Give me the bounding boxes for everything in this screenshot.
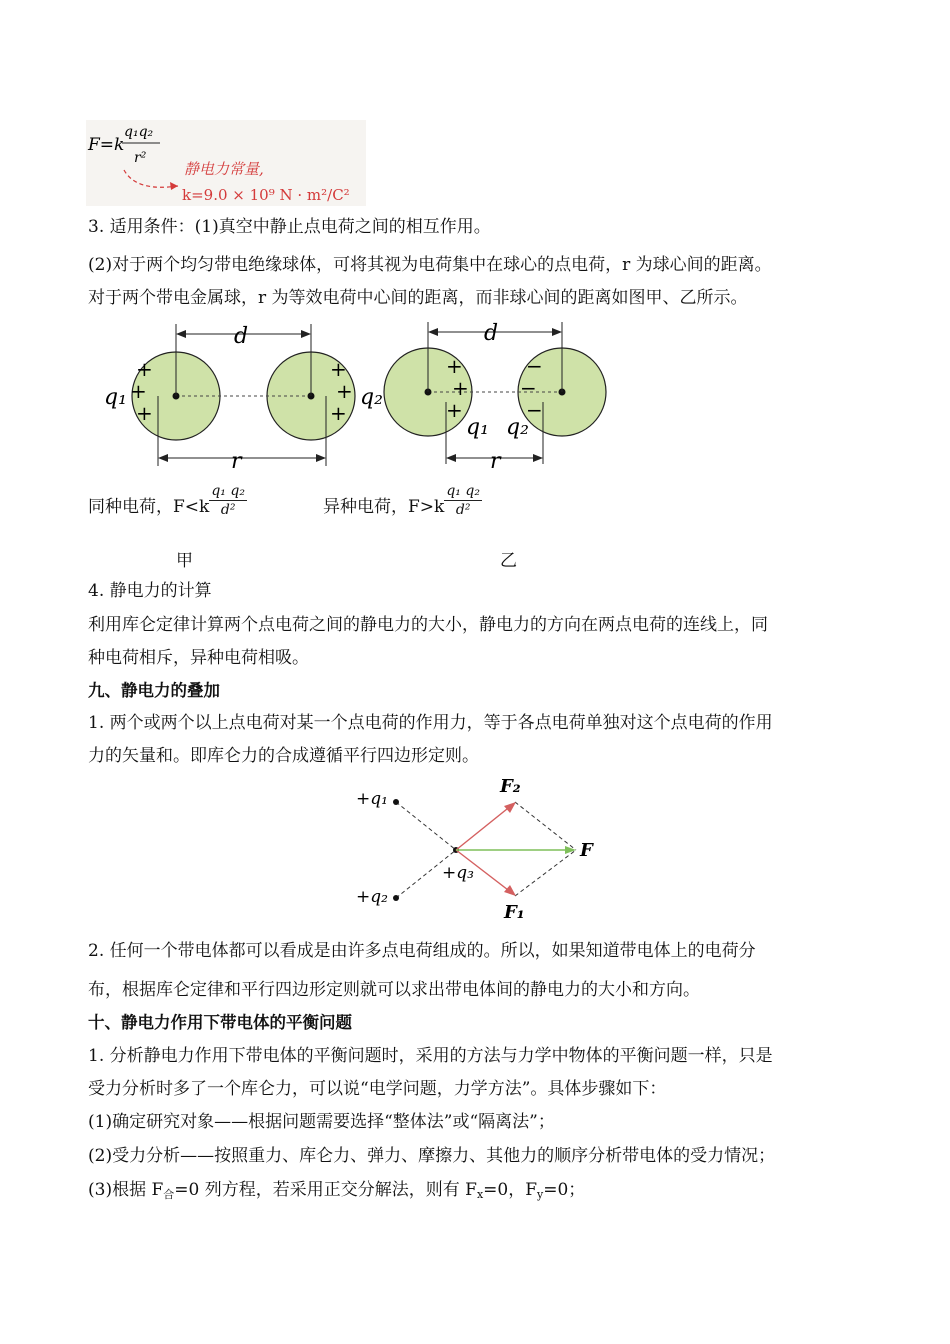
section4-line2: 种电荷相斥，异种电荷相吸。	[88, 648, 309, 668]
section10-heading: 十、静电力作用下带电体的平衡问题	[88, 1013, 352, 1032]
section9-line2: 力的矢量和。即库仑力的合成遵循平行四边形定则。	[88, 746, 479, 766]
sphere-charge-figure	[96, 318, 616, 478]
plus-sign: +	[130, 379, 147, 403]
line5-sub-y: y	[537, 1188, 544, 1201]
vector-superposition-figure	[350, 772, 610, 932]
plus-sign: +	[136, 357, 153, 381]
comparison-opposite	[323, 483, 543, 519]
d-label-right: d	[484, 321, 499, 346]
section4-title: 4. 静电力的计算	[88, 581, 212, 601]
q2-label-right: q₂	[506, 415, 529, 440]
formula-pointer-arrow	[124, 170, 178, 187]
caption-jia: 甲	[176, 551, 193, 571]
line5-part: =0，F	[483, 1180, 538, 1200]
formula-lhs: F=k	[88, 135, 125, 155]
fraction-den: d²	[220, 502, 236, 518]
label-f2: F₂	[500, 776, 521, 797]
dashed-line-f1-f	[515, 850, 576, 896]
minus-sign: −	[526, 354, 543, 378]
plus-sign: +	[330, 401, 347, 425]
line5-part: =0 列方程，若采用正交分解法，则有 F	[174, 1180, 477, 1200]
comparison-opposite-prefix: 异种电荷，F>k	[323, 497, 445, 517]
section9-heading: 九、静电力的叠加	[88, 681, 220, 700]
label-q1: +q₁	[356, 789, 388, 809]
section10-line3: (1)确定研究对象——根据问题需要选择“整体法”或“隔离法”；	[88, 1112, 555, 1132]
section4-line1: 利用库仑定律计算两个点电荷之间的静电力的大小，静电力的方向在两点电荷的连线上，同	[88, 615, 768, 635]
vector-f2	[456, 805, 512, 850]
minus-sign: −	[526, 398, 543, 422]
section10-line5	[88, 1179, 868, 1206]
plus-sign: +	[330, 357, 347, 381]
line5-part: (3)根据 F	[88, 1180, 164, 1200]
plus-sign: +	[136, 401, 153, 425]
arrowhead	[533, 454, 543, 462]
line5-part: =0；	[543, 1180, 586, 1200]
d-label-left: d	[234, 324, 249, 349]
vector-f1-arrowhead	[504, 885, 516, 896]
fraction-num: q₁ q₂	[211, 483, 245, 499]
formula-numerator: q₁q₂	[124, 124, 154, 140]
section10-line1: 1. 分析静电力作用下带电体的平衡问题时，采用的方法与力学中物体的平衡问题一样，只是	[88, 1046, 773, 1066]
section10-line4: (2)受力分析——按照重力、库仑力、弹力、摩擦力、其他力的顺序分析带电体的受力情况；	[88, 1146, 776, 1166]
charge-q2-dot	[393, 895, 399, 901]
dashed-line-f2-f	[515, 802, 576, 850]
paragraph-metal-spheres: 对于两个带电金属球，r 为等效电荷中心间的距离，而非球心间的距离如图甲、乙所示。	[88, 288, 748, 308]
comparison-same-fraction	[209, 482, 247, 519]
arrowhead	[301, 330, 311, 338]
section10-line2: 受力分析时多了一个库仑力，可以说“电学问题，力学方法”。具体步骤如下：	[88, 1079, 667, 1099]
plus-sign: +	[452, 376, 469, 400]
formula-pointer-arrowhead	[170, 182, 178, 190]
minus-sign: −	[520, 376, 537, 400]
vector-f2-arrowhead	[504, 802, 516, 813]
line5-sub-x: x	[476, 1188, 484, 1201]
label-q3: +q₃	[442, 863, 474, 883]
coulomb-formula-box	[86, 120, 366, 206]
constant-value: k=9.0 × 10⁹ N · m²/C²	[182, 186, 350, 204]
q1-label-right: q₁	[466, 415, 489, 440]
arrowhead	[316, 454, 326, 462]
comparison-same-prefix: 同种电荷，F<k	[88, 497, 210, 517]
fraction-num: q₁ q₂	[446, 483, 480, 499]
dashed-line-q1-q3	[396, 802, 456, 850]
section9-line3: 2. 任何一个带电体都可以看成是由许多点电荷组成的。所以，如果知道带电体上的电荷分	[88, 941, 756, 961]
paragraph-insulator-spheres: (2)对于两个均匀带电绝缘球体，可将其视为电荷集中在球心的点电荷，r 为球心间的距离。	[88, 255, 772, 275]
formula-denominator: r²	[134, 150, 147, 166]
vector-f-arrowhead	[565, 846, 576, 854]
fraction-den: d²	[455, 502, 471, 518]
caption-yi: 乙	[500, 551, 517, 571]
plus-sign: +	[446, 398, 463, 422]
plus-sign: +	[336, 379, 353, 403]
arrowhead	[552, 328, 562, 336]
r-label-right: r	[490, 449, 501, 474]
plus-sign: +	[446, 354, 463, 378]
paragraph-conditions: 3. 适用条件：(1)真空中静止点电荷之间的相互作用。	[88, 217, 491, 237]
line5-sub-he: 合	[163, 1188, 175, 1201]
label-f1: F₁	[504, 902, 525, 923]
comparison-opposite-fraction	[444, 482, 482, 519]
section9-line4: 布，根据库仑定律和平行四边形定则就可以求出带电体间的静电力的大小和方向。	[88, 980, 700, 1000]
q1-label-left: q₁	[104, 385, 127, 410]
coulomb-formula-figure	[86, 120, 366, 206]
arrowhead	[446, 454, 456, 462]
comparison-same	[88, 483, 308, 519]
label-f: F	[580, 840, 593, 861]
charge-q1-dot	[393, 799, 399, 805]
arrowhead	[176, 330, 186, 338]
section9-line1: 1. 两个或两个以上点电荷对某一个点电荷的作用力，等于各点电荷单独对这个点电荷的作用	[88, 713, 773, 733]
arrowhead	[158, 454, 168, 462]
constant-label: 静电力常量,	[184, 160, 264, 178]
arrowhead	[428, 328, 438, 336]
label-q2: +q₂	[356, 887, 388, 907]
r-label-left: r	[231, 449, 242, 474]
q2-label-left: q₂	[360, 385, 383, 410]
